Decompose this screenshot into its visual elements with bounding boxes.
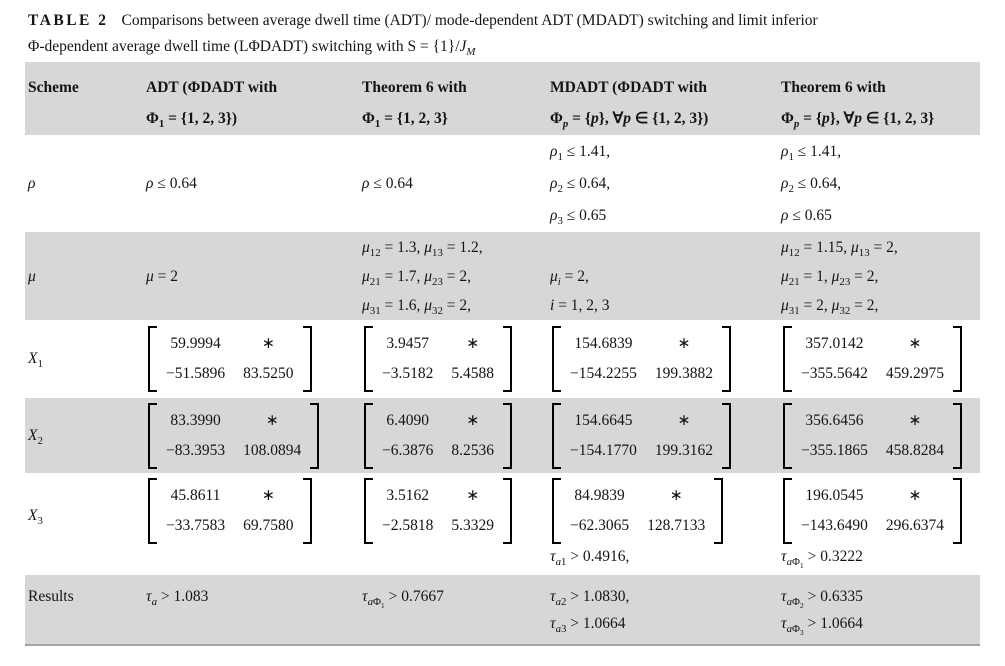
table-number: TABLE 2: [28, 12, 109, 29]
matrix-entry: −355.1865: [801, 441, 868, 459]
cell-x3-label: [25, 473, 143, 575]
header-mdadt-phidadt: [547, 62, 778, 135]
cell-x3-theorem6-a: [359, 473, 547, 575]
matrix-entry: ∗: [261, 487, 275, 504]
matrix-x1-theorem6-a: [364, 326, 512, 392]
cell-x2-label: [25, 398, 143, 473]
matrix-entry: ∗: [908, 411, 922, 429]
left-bracket: [364, 326, 373, 392]
matrix-entry: −3.5182: [382, 365, 434, 382]
row-x2: [25, 398, 980, 473]
matrix-entry: 154.6839: [574, 335, 633, 352]
matrix-entry: 458.8284: [885, 441, 944, 459]
matrix-entry: −154.2255: [570, 365, 637, 382]
right-bracket: [953, 326, 962, 392]
cell-mu-label: [25, 232, 143, 320]
header-theorem6-b: [778, 62, 980, 135]
matrix-entry: ∗: [261, 335, 275, 352]
left-bracket: [783, 478, 792, 544]
matrix-entry: 3.9457: [386, 335, 429, 352]
cell-x2-adt: [143, 398, 359, 473]
left-bracket: [148, 403, 157, 469]
table-caption: [28, 8, 980, 60]
row-x1: [25, 320, 980, 398]
matrix-entry: 5.4588: [451, 365, 494, 382]
header-label: $\Phi_1 = \{1$, 2, 3}): [146, 110, 237, 131]
cell-x2-theorem6-a: [359, 398, 547, 473]
header-label: ADT (ΦDADT with: [146, 79, 278, 96]
caption-line-2: Φ-dependent average dwell time (LΦDADT) switching with $S = \{1\}/J_M$: [28, 38, 476, 59]
header-label: MDADT (ΦDADT with: [550, 79, 707, 96]
value: $\mu_{12} = 1.15$, $\mu_{13} = 2$,: [781, 238, 898, 259]
matrix-entry: 356.6456: [805, 411, 864, 429]
matrix-entry: 59.9994: [170, 335, 221, 352]
right-bracket: [722, 326, 731, 392]
value: $\mu_{31} = 1.6$, $\mu_{32} = 2$,: [362, 296, 471, 317]
matrix-entry: −83.3953: [166, 441, 226, 459]
left-bracket: [364, 478, 373, 544]
cell-mu-theorem6-a: [359, 232, 547, 320]
matrix-entry: ∗: [677, 411, 691, 429]
header-label: Theorem 6 with: [781, 79, 886, 96]
row-label: $X_2$: [28, 426, 43, 447]
matrix-entry: −51.5896: [166, 365, 226, 382]
header-label: $\Phi_p = \{p\}$, ∀p ∈ {1, 2, 3}): [550, 110, 709, 131]
matrix-entry: 3.5162: [386, 487, 429, 504]
right-bracket: [303, 326, 312, 392]
cell-mu-adt: [143, 232, 359, 320]
value: $\tau_{a\Phi_1} > 0.7667$: [362, 588, 444, 611]
left-bracket: [148, 326, 157, 392]
value: ρ ≤ 0.65: [781, 206, 832, 224]
matrix-entry: 154.6645: [574, 411, 633, 429]
value: $\tau_{a1} > 0.4916$,: [550, 548, 630, 569]
left-bracket: [552, 403, 561, 469]
matrix-entry: −143.6490: [801, 517, 868, 534]
matrix-x2-mdadt: [552, 403, 731, 469]
cell-results-theorem6-b: [778, 575, 980, 644]
matrix-x2-adt: [148, 403, 319, 469]
cell-rho-theorem6-b: [778, 135, 980, 232]
matrix-entry: −154.1770: [570, 441, 637, 459]
cell-x1-adt: [143, 320, 359, 398]
header-row: [25, 62, 980, 135]
value: $\mu_i = 2$,: [550, 267, 589, 288]
matrix-entry: −33.7583: [166, 517, 226, 534]
row-label: Results: [28, 588, 74, 605]
cell-x2-theorem6-b: [778, 398, 980, 473]
cell-results-theorem6-a: [359, 575, 547, 644]
matrix-entry: 5.3329: [451, 517, 494, 534]
value: $\tau_a > 1.083$: [146, 588, 209, 609]
header-label: Theorem 6 with: [362, 79, 467, 96]
cell-mu-mdadt: [547, 232, 778, 320]
right-bracket: [953, 403, 962, 469]
header-label: Scheme: [28, 79, 79, 96]
right-bracket: [714, 478, 723, 544]
caption-line-1: [28, 8, 980, 34]
comparison-table: [25, 62, 980, 646]
right-bracket: [722, 403, 731, 469]
row-label: ρ: [28, 174, 36, 192]
cell-rho-theorem6-a: [359, 135, 547, 232]
cell-x1-theorem6-b: [778, 320, 980, 398]
value: $\rho_1 \le 1.41$,: [550, 142, 611, 163]
value: $\tau_{a\Phi_3} > 1.0664$: [781, 615, 863, 638]
matrix-entry: 196.0545: [805, 487, 864, 504]
matrix-x1-adt: [148, 326, 312, 392]
value: $\rho_3 \le 0.65$: [550, 206, 607, 227]
matrix-x3-theorem6-a: [364, 478, 512, 544]
matrix-entry: ∗: [669, 487, 683, 504]
row-x3: [25, 473, 980, 575]
cell-x1-mdadt: [547, 320, 778, 398]
matrix-entry: 69.7580: [243, 517, 294, 534]
matrix-x3-theorem6-b: [783, 478, 962, 544]
left-bracket: [783, 403, 792, 469]
matrix-entry: ∗: [265, 411, 279, 429]
matrix-entry: ∗: [466, 411, 480, 429]
value: $\rho_1 \le 1.41$,: [781, 142, 842, 163]
matrix-x1-mdadt: [552, 326, 731, 392]
value: ρ ≤ 0.64: [146, 174, 197, 192]
matrix-entry: 357.0142: [805, 335, 864, 352]
matrix-entry: 296.6374: [885, 517, 944, 534]
value: $\rho_2 \le 0.64$,: [550, 174, 611, 195]
matrix-x3-adt: [148, 478, 312, 544]
cell-x1-label: [25, 320, 143, 398]
left-bracket: [364, 403, 373, 469]
matrix-entry: ∗: [908, 487, 922, 504]
value: $\rho_2 \le 0.64$,: [781, 174, 842, 195]
value: $\mu_{21} = 1$, $\mu_{23} = 2$,: [781, 267, 879, 288]
right-bracket: [503, 326, 512, 392]
left-bracket: [552, 478, 561, 544]
right-bracket: [953, 478, 962, 544]
header-adt-phidadt: [143, 62, 359, 135]
matrix-entry: ∗: [466, 487, 480, 504]
cell-x3-adt: [143, 473, 359, 575]
matrix-entry: 45.8611: [170, 487, 221, 504]
row-label: $X_1$: [28, 350, 43, 371]
value: $\tau_{a\Phi_1} > 0.3222$: [781, 548, 863, 571]
row-label: μ: [28, 267, 36, 285]
right-bracket: [310, 403, 319, 469]
matrix-entry: −2.5818: [382, 517, 434, 534]
value: $\mu_{21} = 1.7$, $\mu_{23} = 2$,: [362, 267, 471, 288]
matrix-x2-theorem6-b: [783, 403, 962, 469]
matrix-entry: ∗: [466, 335, 480, 352]
cell-mu-theorem6-b: [778, 232, 980, 320]
left-bracket: [783, 326, 792, 392]
matrix-x3-mdadt: [552, 478, 723, 544]
right-bracket: [303, 478, 312, 544]
matrix-entry: ∗: [677, 335, 691, 352]
value: ρ ≤ 0.64: [362, 174, 413, 192]
value: μ = 2: [146, 267, 179, 285]
value: $\tau_{a3} > 1.0664$: [550, 615, 626, 636]
header-label: $\Phi_p = \{p\}$, ∀p ∈ {1, 2, 3}: [781, 110, 935, 131]
matrix-entry: −6.3876: [382, 441, 434, 459]
matrix-entry: 8.2536: [451, 441, 494, 459]
row-label: $X_3$: [28, 507, 43, 528]
header-theorem6-a: [359, 62, 547, 135]
cell-x3-theorem6-b: [778, 473, 980, 575]
header-label: $\Phi_1 = \{1$, 2, 3}: [362, 110, 448, 131]
matrix-entry: 128.7133: [647, 517, 706, 534]
cell-results-mdadt: [547, 575, 778, 644]
value: $\mu_{31} = 2$, $\mu_{32} = 2$,: [781, 296, 879, 317]
row-results: [25, 575, 980, 644]
matrix-entry: −62.3065: [570, 517, 630, 534]
cell-rho-adt: [143, 135, 359, 232]
matrix-entry: 84.9839: [574, 487, 625, 504]
cell-x1-theorem6-a: [359, 320, 547, 398]
matrix-x2-theorem6-a: [364, 403, 512, 469]
left-bracket: [552, 326, 561, 392]
value: $\tau_{a\Phi_2} > 0.6335$: [781, 588, 863, 611]
value: $\mu_{12} = 1.3$, $\mu_{13} = 1.2$,: [362, 238, 483, 259]
matrix-entry: 83.3990: [170, 411, 221, 429]
cell-rho-mdadt: [547, 135, 778, 232]
value: i = 1, 2, 3: [550, 296, 610, 314]
matrix-entry: ∗: [908, 335, 922, 352]
header-scheme: [25, 62, 143, 135]
cell-rho-label: [25, 135, 143, 232]
matrix-entry: 108.0894: [243, 441, 302, 459]
row-rho: [25, 135, 980, 232]
matrix-x1-theorem6-b: [783, 326, 962, 392]
cell-results-label: [25, 575, 143, 644]
cell-results-adt: [143, 575, 359, 644]
matrix-entry: −355.5642: [801, 365, 868, 382]
right-bracket: [503, 403, 512, 469]
left-bracket: [148, 478, 157, 544]
row-mu: [25, 232, 980, 320]
matrix-entry: 199.3162: [654, 441, 713, 459]
matrix-entry: 199.3882: [654, 365, 713, 382]
cell-x2-mdadt: [547, 398, 778, 473]
caption-text-1: Comparisons between average dwell time (ADT)/ mode-dependent ADT (MDADT) switching and limit inferior: [121, 12, 818, 29]
matrix-entry: 459.2975: [885, 365, 944, 382]
cell-x3-mdadt: [547, 473, 778, 575]
right-bracket: [503, 478, 512, 544]
matrix-entry: 83.5250: [243, 365, 294, 382]
matrix-entry: 6.4090: [386, 411, 429, 429]
value: $\tau_{a2} > 1.0830$,: [550, 588, 630, 609]
